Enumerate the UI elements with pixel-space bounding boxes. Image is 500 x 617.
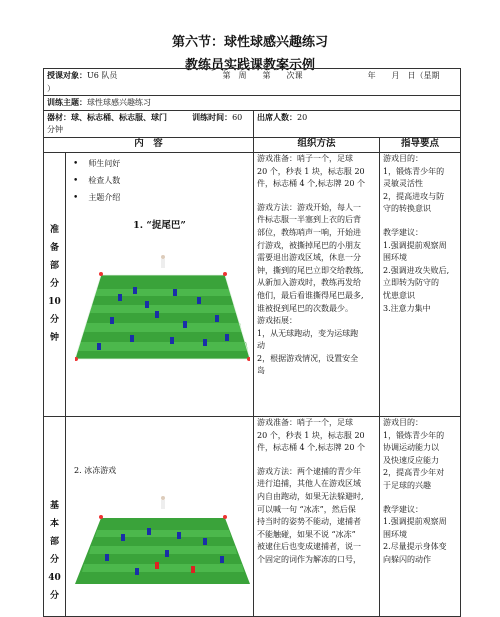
points-line: 教学建议： (383, 227, 423, 237)
method-line: 件，标志桶 4 个,标志牌 20 个 (257, 443, 365, 453)
method-line: 部位，教练哨声一响，开始进 (257, 227, 361, 237)
side-char: 准 (49, 225, 59, 236)
points-line: 灵敏灵活性 (383, 179, 423, 189)
game-title: 2. 冰冻游戏 (74, 465, 117, 475)
field-diagram (75, 484, 250, 584)
method-line: 1，从无球跑动，变为运球跑 (257, 328, 359, 338)
soccer-field-image (75, 484, 250, 584)
page-title: 第六节：球性球感兴趣练习 (171, 35, 328, 50)
points-line: 守的转换意识 (383, 204, 431, 214)
method-line: 2，根据游戏情况，设置安全 (257, 353, 359, 363)
method-line: 不能触碰，如果不说 “冰冻” (257, 529, 356, 539)
points-line: 1.强调提前观察周 (383, 517, 447, 527)
lesson-plan-table (43, 68, 461, 617)
method-line: 20 个，秒表 1 块，标志服 20 (257, 430, 365, 440)
equipment-label: 器材： (47, 111, 71, 122)
method-line: 件，标志桶 4 个,标志牌 20 个 (257, 179, 365, 189)
points-line: 1.强调提前观察周 (383, 240, 447, 250)
method-line: 20 个，秒表 1 块，标志服 20 (257, 166, 365, 176)
points-line: 1，锻炼青少年的 (383, 166, 445, 176)
theme-label: 训练主题： (47, 97, 87, 108)
side-char: 部 (49, 536, 59, 547)
side-char: 10 (48, 297, 61, 308)
side-char: 备 (49, 243, 59, 254)
section-main (44, 416, 461, 616)
side-char: 本 (49, 518, 59, 529)
points-line: 游戏目的： (383, 417, 423, 427)
method-line: 行游戏，被撕掉尾巴的小朋友 (257, 240, 361, 250)
attendance-value: 20 (297, 112, 308, 122)
section-warmup (44, 152, 461, 416)
list-item: • 师生问好 (73, 155, 250, 172)
method-line: 岛 (257, 366, 265, 376)
method-line: 游戏准备：哨子一个，足球 (257, 417, 353, 427)
column-content: 内 容 (44, 137, 254, 152)
points-line: 及快速反应能力 (383, 455, 439, 465)
method-line: 动 (257, 341, 265, 351)
side-char: 分 (49, 315, 59, 326)
method-line: 他们，最后看谁撕得尾巴最多, (257, 290, 364, 300)
points-line: 于足球的兴趣 (383, 480, 431, 490)
side-char: 分 (49, 279, 59, 290)
points-line: 2.强调进攻失败后, (383, 265, 450, 275)
side-char: 分 (49, 554, 59, 565)
info-row-2 (44, 96, 461, 111)
game-title: 1. “捉尾巴” (133, 219, 186, 231)
target-label: 授课对象： (47, 70, 87, 80)
list-item: • 主题介绍 (73, 189, 250, 206)
points-line: 围环境 (383, 253, 407, 263)
points-line: 协调运动能力以 (383, 443, 439, 453)
points-line: 忧患意识 (383, 290, 415, 300)
info-row-3 (44, 110, 461, 137)
soccer-field-image (75, 239, 250, 364)
section-side-label (44, 416, 66, 616)
side-char: 40 (48, 572, 61, 583)
method-line (257, 191, 376, 202)
target-value: U6 队员 (87, 71, 118, 80)
warmup-list (73, 155, 250, 206)
side-char: 分 (49, 590, 59, 601)
page-subtitle: 教练员实践课教案示例 (184, 58, 315, 73)
date-label: 年 月 日（星期 (367, 71, 440, 80)
method-line: 被逮住后也变成逮捕者，说一 (257, 542, 361, 552)
method-line: 游戏方法：游戏开始，每人一 (257, 202, 361, 212)
method-line: 可以喊一句 “冰冻”，然后保 (257, 504, 356, 514)
points-line: 立即转为防守的 (383, 278, 439, 288)
date-close: ） (47, 83, 55, 93)
column-points: 指导要点 (380, 137, 461, 152)
content-cell (66, 416, 254, 616)
points-line: 2.尽量提示身体变 (383, 542, 447, 552)
field-diagram (75, 239, 250, 364)
list-item: • 检查人数 (73, 172, 250, 189)
points-line: 游戏目的： (383, 153, 423, 163)
equipment-value: 球、标志桶、标志服、球门 (71, 111, 167, 122)
method-cell (254, 416, 380, 616)
section-side-label (44, 152, 66, 416)
points-line: 3.注意力集中 (383, 303, 431, 313)
points-cell (380, 152, 461, 416)
points-line: 2，提高进攻与防 (383, 191, 445, 201)
column-method: 组织方法 (254, 137, 380, 152)
points-line: 教学建议： (383, 504, 423, 514)
method-line: 游戏拓展： (257, 316, 297, 326)
side-char: 基 (49, 500, 59, 511)
time-value: 60 分钟 (47, 112, 243, 135)
method-line: 游戏准备：哨子一个，足球 (257, 153, 353, 163)
side-char: 部 (49, 261, 59, 272)
info-row-1 (44, 69, 461, 96)
method-line: 从新加入游戏时，教练再发给 (257, 278, 361, 288)
method-line: 件标志服一半塞到上衣的后背 (257, 215, 361, 225)
method-line: 内自由跑动，如果无法躲避时, (257, 491, 364, 501)
attendance-label: 出席人数： (257, 111, 297, 122)
method-cell (254, 152, 380, 416)
method-line: 个固定的词作为解冻的口号， (257, 554, 361, 564)
week-label: 第 周 第 次课 (222, 71, 303, 80)
method-line: 谁被捉到尾巴的次数最少。 (257, 303, 353, 313)
method-line: 进行追捕，其他人在游戏区域 (257, 479, 361, 489)
points-line (383, 216, 457, 227)
points-line: 向躲闪的动作 (383, 554, 431, 564)
method-line: 钟，撕到的尾巴立即交给教练, (257, 265, 364, 275)
time-label: 训练时间： (192, 111, 233, 122)
points-line (383, 493, 457, 504)
method-line: 游戏方法：两个逮捕的青少年 (257, 466, 361, 476)
method-line (257, 455, 376, 466)
side-char: 钟 (49, 333, 59, 344)
method-line: 持当时的姿势不能动，逮捕者 (257, 517, 361, 527)
points-line: 围环境 (383, 529, 407, 539)
theme-value: 球性球感兴趣练习 (87, 98, 151, 108)
points-cell (380, 416, 461, 616)
points-line: 1，锻炼青少年的 (383, 430, 445, 440)
points-line: 2，提高青少年对 (383, 468, 445, 478)
method-line: 需要退出游戏区域，休息一分 (257, 253, 361, 263)
content-cell (66, 152, 254, 416)
column-header-row (44, 137, 461, 152)
